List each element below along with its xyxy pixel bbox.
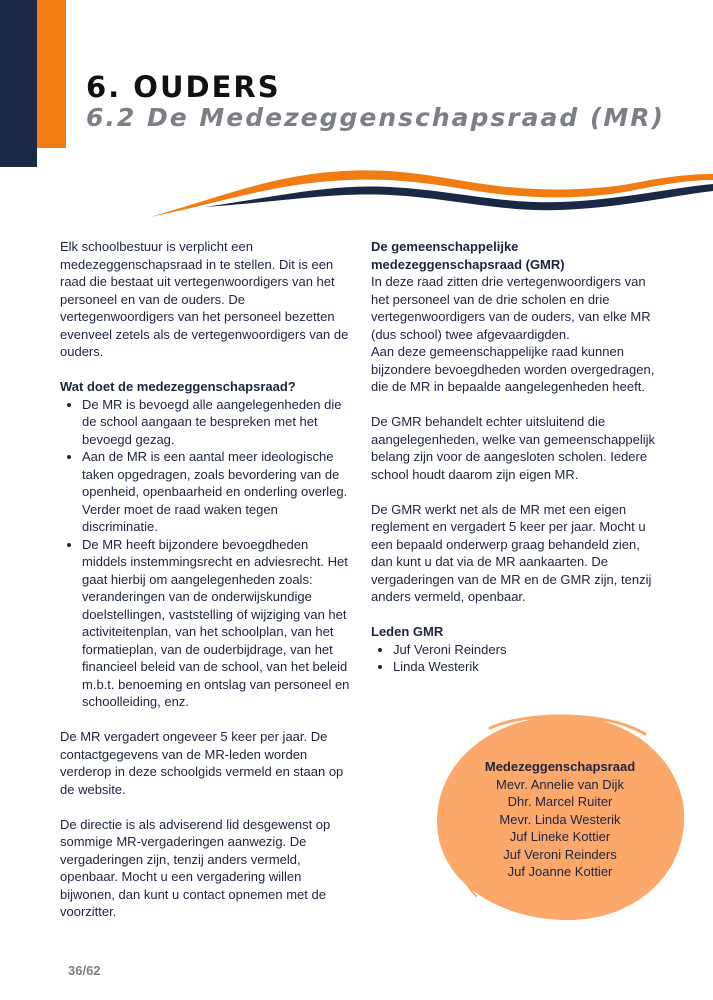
- navy-accent-bar: [0, 0, 37, 167]
- page-title: 6. OUDERS: [86, 70, 281, 104]
- list-item: • De MR heeft bijzondere bevoegdheden middels instemmingsrecht en adviesrecht. Het gaat hierbij om aangelegenheden zoals: veranderingen van de onderwijskundige doelstellingen, vaststelling of wijziging van het activiteitenplan, van het schoolplan, van het formatieplan, van de ouderbijdrage, van het financieel beleid van de school, van het beleid m.b.t. benoeming en ontslag van personeel en schoolleiding, enz.: [82, 536, 352, 711]
- mr-member: Juf Joanne Kottier: [507, 864, 613, 879]
- list-item: • De MR is bevoegd alle aangelegenheden die de school aangaan te bespreken met het bevoegd gezag.: [82, 396, 352, 449]
- decorative-swoosh: [0, 160, 713, 220]
- meetings-paragraph: De MR vergadert ongeveer 5 keer per jaar. De contactgegevens van de MR-leden worden verderop in deze schoolgids vermeld en staan op de website.: [60, 729, 344, 797]
- gmr-paragraph: De GMR werkt net als de MR met een eigen reglement en vergadert 5 keer per jaar. Mocht u een bepaald onderwerp graag behandeld zien, dan kunt u dat via de MR aankaarten. De vergaderingen van de MR en de GMR zijn, tenzij anders vermeld, openbaar.: [371, 501, 652, 604]
- intro-paragraph: Elk schoolbestuur is verplicht een medezeggenschapsraad in te stellen. Dit is een raad die bestaat uit vertegenwoordigers van het personeel en van de ouders. De vertegenwoordigers van het personeel bezetten evenveel zetels als de vertegenwoordigers van de ouders.: [60, 239, 349, 359]
- list-item: • Juf Veroni Reinders: [393, 641, 663, 659]
- gmr-paragraph: Aan deze gemeenschappelijke raad kunnen bijzondere bevoegdheden worden overgedragen, die de MR in bepaalde aangelegenheden heeft.: [371, 344, 655, 394]
- left-column: [60, 238, 352, 921]
- directie-paragraph: De directie is als adviserend lid desgewenst op sommige MR-vergaderingen aanwezig. De vergaderingen zijn, tenzij anders vermeld, openbaar. Mocht u een vergadering willen bijwonen, dan kunt u contact opnemen met de voorzitter.: [60, 816, 331, 919]
- mr-question-heading: Wat doet de medezeggenschapsraad?: [60, 379, 296, 394]
- gmr-heading: De gemeenschappelijke medezeggenschapsraad (GMR): [371, 239, 565, 272]
- mr-member: Mevr. Linda Westerik: [499, 811, 621, 827]
- list-item: • Linda Westerik: [393, 658, 663, 676]
- mr-members-block: [446, 758, 674, 881]
- mr-member: Dhr. Marcel Ruiter: [507, 794, 613, 809]
- gmr-members-list: [371, 641, 663, 676]
- page-number: 36/62: [68, 963, 101, 978]
- page-subtitle: 6.2 De Medezeggenschapsraad (MR): [86, 103, 665, 132]
- right-column: [371, 238, 663, 676]
- orange-accent-bar: [37, 0, 66, 148]
- mr-tasks-list: [60, 396, 352, 711]
- list-item: • Aan de MR is een aantal meer ideologische taken opgedragen, zoals bevordering van de openheid, openbaarheid en onderling overleg. Verder moet de raad waken tegen discriminatie.: [82, 448, 352, 536]
- mr-members-heading: Medezeggenschapsraad: [484, 759, 636, 774]
- mr-member: Juf Veroni Reinders: [503, 846, 617, 862]
- gmr-paragraph: In deze raad zitten drie vertegenwoordigers van het personeel van de drie scholen en drie vertegenwoordigers van de ouders, van elke MR (dus school) twee afgevaardigden.: [371, 274, 651, 342]
- mr-member: Juf Lineke Kottier: [509, 829, 611, 844]
- gmr-members-heading: Leden GMR: [371, 624, 444, 639]
- mr-member: Mevr. Annelie van Dijk: [496, 776, 624, 792]
- gmr-paragraph: De GMR behandelt echter uitsluitend die aangelegenheden, welke van gemeenschappelijk belang zijn voor de aangesloten scholen. Iedere school houdt daarom zijn eigen MR.: [371, 414, 656, 482]
